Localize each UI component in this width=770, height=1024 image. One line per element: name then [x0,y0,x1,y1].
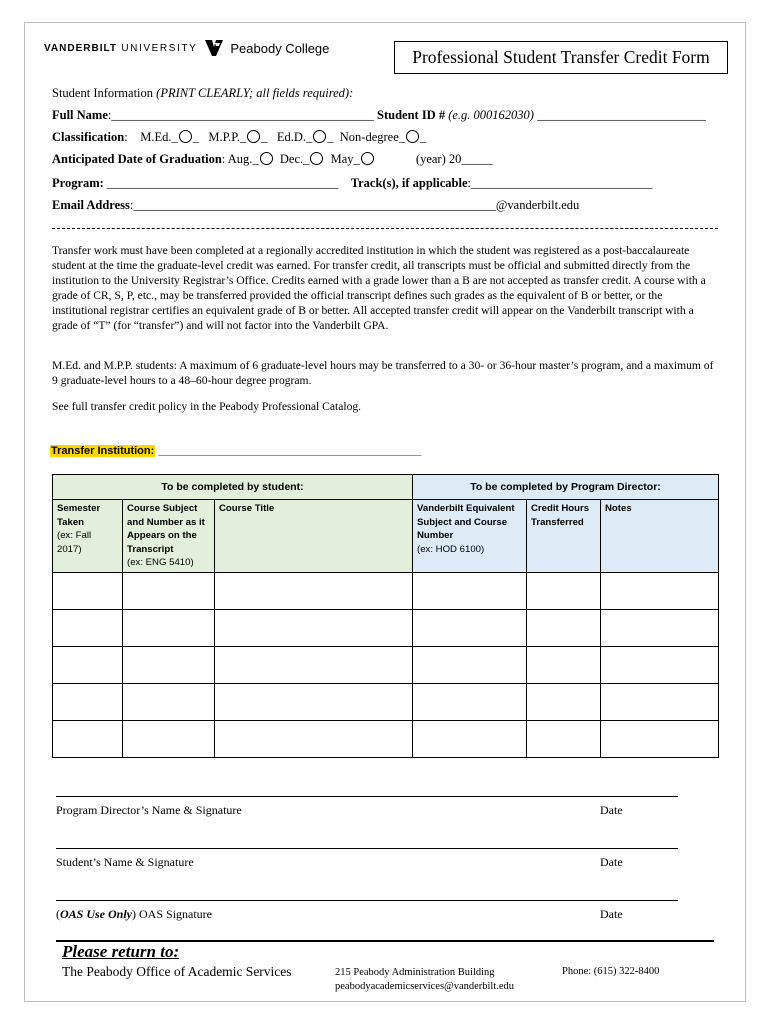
classification-med-radio[interactable] [179,130,192,143]
oas-signature-line[interactable] [56,900,678,901]
table-cell[interactable] [215,646,413,683]
policy-paragraph-3: See full transfer credit policy in the Peabody Professional Catalog. [52,400,362,413]
graduation-row: Anticipated Date of Graduation: Aug._ Dec._ May_ (year) 20_____ [52,152,493,166]
full-name-field[interactable]: :__________________________________________ [107,108,374,122]
column-header-semester: Semester Taken (ex: Fall 2017) [53,500,123,573]
column-header-course-subject: Course Subject and Number as it Appears on the Transcript (ex: ENG 5410) [123,500,215,573]
classification-edd-radio[interactable] [313,130,326,143]
transfer-institution-row [50,445,421,457]
table-row [53,572,719,609]
table-cell[interactable] [601,609,719,646]
director-signature-line[interactable] [56,796,678,797]
table-cell[interactable] [527,572,601,609]
graduation-dec-radio[interactable] [310,152,323,165]
column-header-vanderbilt-equivalent: Vanderbilt Equivalent Subject and Course Number (ex: HOD 6100) [413,500,527,573]
director-signature-label: Program Director’s Name & Signature [56,803,242,817]
classification-row: Classification: M.Ed._ _ M.P.P._ _ Ed.D._ _ Non-degree_ _ [52,130,427,144]
program-field[interactable]: _____________________________________ [103,176,339,190]
office-address: 215 Peabody Administration Building peabodyacademicservices@vanderbilt.edu [335,967,515,992]
column-header-notes: Notes [601,500,719,573]
office-phone: Phone: (615) 322-8400 [562,966,660,977]
table-cell[interactable] [215,683,413,720]
table-cell[interactable] [527,646,601,683]
graduation-aug-radio[interactable] [260,152,273,165]
table-cell[interactable] [53,683,123,720]
director-date-label: Date [600,803,623,817]
table-cell[interactable] [123,646,215,683]
table-cell[interactable] [413,683,527,720]
table-cell[interactable] [123,683,215,720]
student-signature-line[interactable] [56,848,678,849]
office-name: The Peabody Office of Academic Services [62,964,292,979]
table-cell[interactable] [53,720,123,757]
director-section-header: To be completed by Program Director: [413,475,719,500]
table-cell[interactable] [215,720,413,757]
table-cell[interactable] [215,609,413,646]
student-date-label: Date [600,855,623,869]
table-cell[interactable] [413,609,527,646]
table-row [53,720,719,757]
oas-date-label: Date [600,907,623,921]
tracks-field[interactable]: :_____________________________ [467,176,653,190]
table-cell[interactable] [123,572,215,609]
student-id-field[interactable]: ___________________________ [533,108,706,122]
table-cell[interactable] [413,646,527,683]
transfer-institution-label: Transfer Institution: [51,445,155,457]
table-cell[interactable] [53,609,123,646]
table-cell[interactable] [123,609,215,646]
table-cell[interactable] [527,683,601,720]
office-email: peabodyacademicservices@vanderbilt.edu [335,981,515,992]
email-row: Email Address:__________________________________________________________@vanderbilt.edu [52,198,580,212]
graduation-year-field[interactable]: (year) 20_____ [415,152,493,166]
table-cell[interactable] [53,572,123,609]
oas-signature-label: (OAS Use Only) OAS Signature [56,907,213,921]
policy-paragraph-1: Transfer work must have been completed at a regionally accredited institution in which the student was registered as a post-baccalaureate student at the time the graduate-level credit was earned. For transfer credit, all transcripts must be official and submitted directly from the institution to the University Registrar’s Office. Credits earned with a grade lower than a B are not accepted as transfer credit. A course with a grade of CR, S, P, etc., may be transferred provided the official transcript defines such grades as the equivalent of B or better, or the institutional registrar certifies an equivalent grade of B or better. All accepted transfer credit will appear on the Vanderbilt transcript with a grade of “T” (for “transfer”) and will not factor into the Vanderbilt GPA. [52,244,706,332]
table-cell[interactable] [601,720,719,757]
college-wordmark: Peabody College [230,40,330,56]
classification-nondegree-radio[interactable] [406,130,419,143]
policy-paragraph-2: M.Ed. and M.P.P. students: A maximum of 6 graduate-level hours may be transferred to a 30- or 36-hour master’s program, and a maximum of 9 graduate-level hours to a 48–60-hour degree program. [52,359,714,387]
table-row [53,683,719,720]
table-cell[interactable] [601,646,719,683]
student-info-heading: Student Information (PRINT CLEARLY; all fields required): [52,86,354,100]
table-row [53,609,719,646]
table-cell[interactable] [123,720,215,757]
transfer-institution-field[interactable]: ___________________________________________ [155,445,422,457]
oak-leaf-v-icon [204,38,224,58]
email-field[interactable]: :__________________________________________________________ [129,198,496,212]
table-cell[interactable] [53,646,123,683]
table-cell[interactable] [601,572,719,609]
graduation-may-radio[interactable] [361,152,374,165]
table-cell[interactable] [215,572,413,609]
vanderbilt-peabody-logo [44,36,329,60]
section-divider [52,228,718,229]
column-header-credit-hours: Credit Hours Transferred [527,500,601,573]
column-header-course-title: Course Title [215,500,413,573]
student-section-header: To be completed by student: [53,475,413,500]
transfer-course-table [52,474,719,758]
university-wordmark: VANDERBILT UNIVERSITY [44,42,198,54]
table-cell[interactable] [413,720,527,757]
table-cell[interactable] [413,572,527,609]
return-heading: Please return to: [62,942,180,961]
table-row [53,646,719,683]
table-cell[interactable] [527,720,601,757]
form-title: Professional Student Transfer Credit Form [394,41,728,74]
table-cell[interactable] [601,683,719,720]
classification-mpp-radio[interactable] [247,130,260,143]
program-row: Program: _____________________________________ Track(s), if applicable:_____________________________ [52,176,653,190]
table-cell[interactable] [527,609,601,646]
full-name-row: Full Name:__________________________________________ Student ID # (e.g. 000162030) ___________________________ [52,108,706,122]
student-signature-label: Student’s Name & Signature [56,855,194,869]
